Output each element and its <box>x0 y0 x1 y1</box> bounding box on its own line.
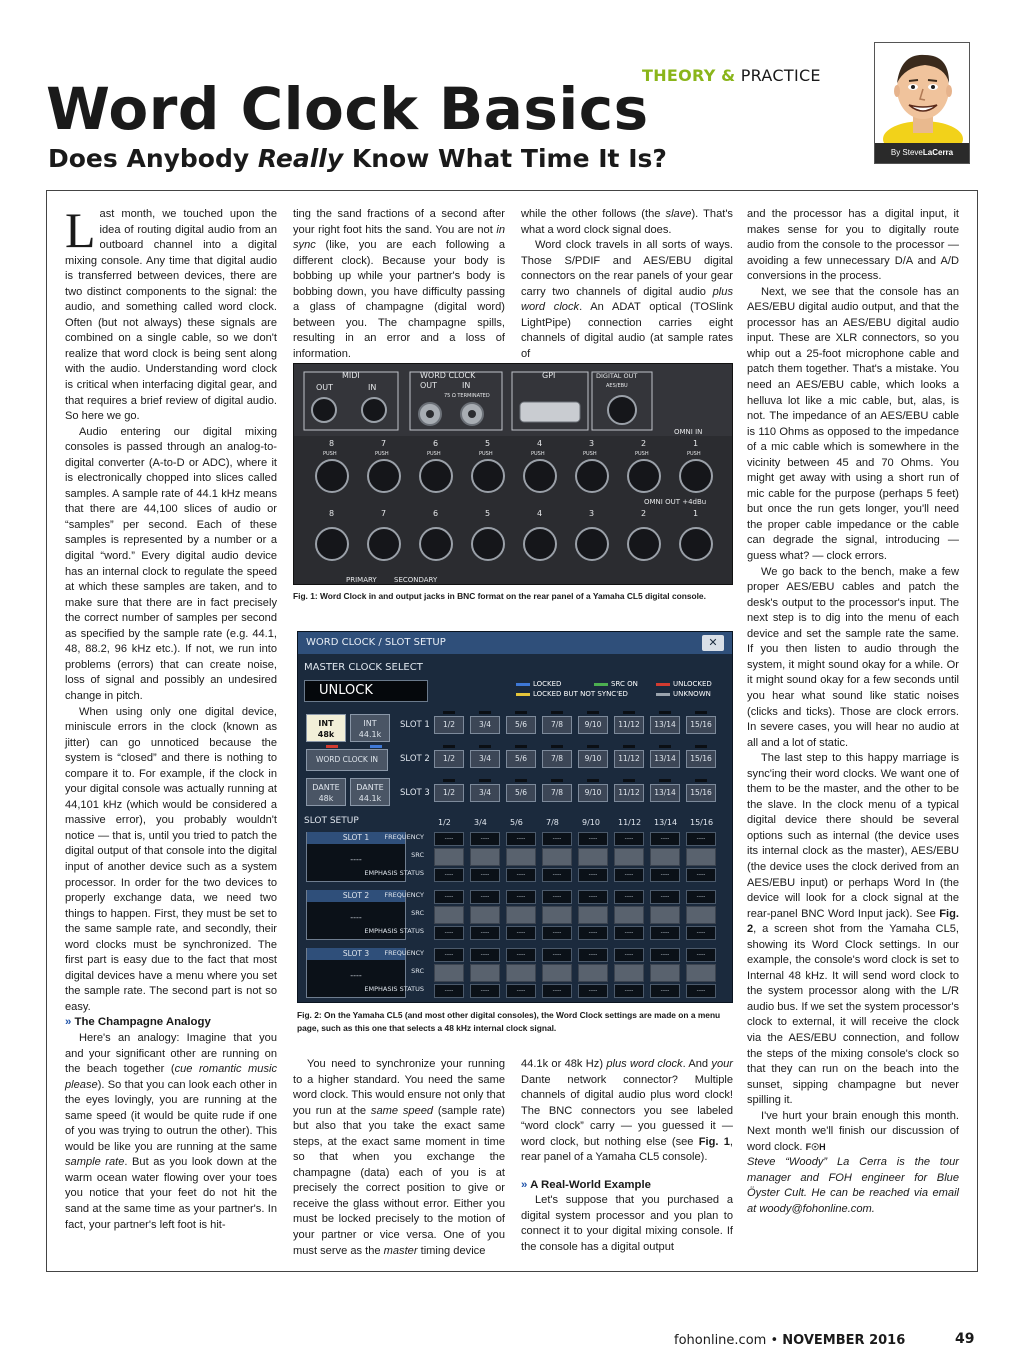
src-cell <box>542 848 572 866</box>
status-indicator <box>659 711 671 714</box>
src-cell <box>650 906 680 924</box>
status-indicator <box>515 745 527 748</box>
src-cell <box>542 906 572 924</box>
emphasis-cell: ---- <box>542 984 572 998</box>
channel-pair-button: 7/8 <box>542 716 572 734</box>
push-label: PUSH <box>583 451 597 457</box>
omni-in-xlr-jack <box>524 460 556 492</box>
paragraph: Here's an analogy: Imagine that you and your significant other are running on the beach together (cue romantic music please). So that you can look each other in the eyes lovingly, you are running at the same speed (it would be quite rude if one of you was trying to outrun the other). This would be like you are running at the same sample rate. But as you look down at the warm ocean water flowing over your toes you notice that your feet do not hit the sand at the same time as your partner's. In fact, your partner's left foot is hit- <box>65 1031 278 1231</box>
frequency-cell: ---- <box>650 832 680 846</box>
omni-out-xlr-jack <box>576 528 608 560</box>
slot-label: SLOT 2 <box>400 754 430 764</box>
omni-out-channel-label: 5 <box>485 509 491 518</box>
slot-setup-name: SLOT 3 <box>307 948 405 960</box>
omni-out-channel-label: 3 <box>589 509 595 518</box>
status-indicator <box>587 779 599 782</box>
channel-pair-button: 7/8 <box>542 784 572 802</box>
channel-pair-button: 3/4 <box>470 784 500 802</box>
omni-out-xlr-jack <box>472 528 504 560</box>
omni-in-xlr-jack <box>680 460 712 492</box>
rear-panel-illustration <box>294 364 733 585</box>
emphasis-cell: ---- <box>614 868 644 882</box>
int-44k-button: INT 44.1k <box>350 714 390 742</box>
section-kicker <box>642 66 821 85</box>
omni-in-channel-label: 5 <box>485 439 491 448</box>
omni-in-xlr-jack <box>368 460 400 492</box>
emphasis-cell: ---- <box>578 984 608 998</box>
int-48k-button: INT 48k <box>306 714 346 742</box>
pair-column-label: 7/8 <box>546 818 559 827</box>
page-footer: fohonline.com • NOVEMBER 2016 <box>674 1333 906 1348</box>
channel-pair-button: 3/4 <box>470 716 500 734</box>
frequency-cell: ---- <box>434 832 464 846</box>
paragraph: Next, we see that the console has an AES/EBU digital audio output, and that the processor has an AES/EBU digital audio input. These are XLR connectors, so you whip out a 25-foot microphone cable and patch them together. That's a mistake. You need an AES/EBU cable, which looks a helluva lot like a mic cable, but, alas, is not. The impedance of an AES/EBU cable is 110 Ohms as opposed to the impedance of a mic cable which is somewhere in the vicinity between 45 and 70 Ohms. You might get away with using a short run of mic cable for the purpose (perhaps 5 feet) but once the run gets longer, you'll need the proper cable impedance or the cable can degrade the signal, introducing — guess what? — clock errors. <box>747 285 959 563</box>
status-indicator <box>479 711 491 714</box>
emphasis-cell: ---- <box>650 868 680 882</box>
midi-in-jack <box>362 398 386 422</box>
omni-out-xlr-jack <box>524 528 556 560</box>
omni-out-channel-label: 1 <box>693 509 699 518</box>
emphasis-cell: ---- <box>470 984 500 998</box>
src-cell <box>578 906 608 924</box>
src-cell <box>578 964 608 982</box>
channel-pair-button: 5/6 <box>506 784 536 802</box>
emphasis-cell: ---- <box>542 926 572 940</box>
emphasis-cell: ---- <box>578 926 608 940</box>
src-cell <box>578 848 608 866</box>
channel-pair-button: 3/4 <box>470 750 500 768</box>
slot-setup-row-label: EMPHASIS STATUS <box>364 927 424 935</box>
frequency-cell: ---- <box>686 832 716 846</box>
push-label: PUSH <box>375 451 389 457</box>
emphasis-cell: ---- <box>614 984 644 998</box>
legend-src-on: SRC ON <box>594 680 638 688</box>
emphasis-cell: ---- <box>686 868 716 882</box>
channel-pair-button: 13/14 <box>650 716 680 734</box>
slot-setup-row-label: SRC <box>411 967 424 975</box>
author-bio: Steve “Woody” La Cerra is the tour manager and FOH engineer for Blue Öyster Cult. He can be reached via email at woody@fohonline.com. <box>747 1156 959 1215</box>
channel-pair-button: 1/2 <box>434 716 464 734</box>
frequency-cell: ---- <box>506 832 536 846</box>
article-title: Word Clock Basics <box>46 75 649 143</box>
emphasis-cell: ---- <box>470 926 500 940</box>
src-cell <box>650 848 680 866</box>
channel-pair-button: 9/10 <box>578 784 608 802</box>
status-indicator <box>587 711 599 714</box>
midi-out-jack <box>312 398 336 422</box>
paragraph: Let's suppose that you purchased a digital system processor and you plan to connect it to your digital mixing console. If the console has a digital output <box>521 1194 733 1254</box>
label-omni-in: OMNI IN <box>674 428 703 436</box>
channel-pair-button: 9/10 <box>578 716 608 734</box>
paragraph: Audio entering our digital mixing consoles is passed through an analog-to-digital converter (A-to-D or ADC), where it is electronically chopped into slices called samples. A sample rate of 44.1 kHz means that there are 44,100 slices of audio or “samples” per second. Each of these samples is represented by a number or a digital “word.” Every digital audio device has an internal clock to regulate the speed at which these samples are taken, and to make sure that there are in fact precisely the correct number of samples per second as specified by the sample rate (e.g. 44.1, 48, 88.2, 96 kHz etc.). If not, we run into problems (errors) that can create noise, loss of signal and possibly an undesired change in pitch. <box>65 425 277 702</box>
gpi-connector <box>520 402 580 422</box>
omni-in-channel-label: 1 <box>693 439 699 448</box>
src-cell <box>686 906 716 924</box>
status-indicator <box>443 745 455 748</box>
src-cell <box>614 848 644 866</box>
slot-setup-value: ---- <box>350 855 362 864</box>
label-gpi: GPI <box>542 371 556 380</box>
channel-pair-button: 15/16 <box>686 716 716 734</box>
paragraph: Last month, we touched upon the idea of routing digital audio from an outboard channel into a digital mixing console. Any time that digital audio is transferred between devices, there are two distinct components to the signal: the audio, and something called word clock. Often (but not always) these signals are combined on a single cable, so we don't realize that word clock is being sent along with the audio. Understanding word clock is critical when interfacing digital gear, and that requires a brief review of digital audio. So here we go. <box>65 202 277 423</box>
footer-issue: NOVEMBER 2016 <box>782 1333 906 1348</box>
push-label: PUSH <box>323 451 337 457</box>
src-cell <box>470 906 500 924</box>
status-indicator <box>695 711 707 714</box>
drop-cap: L <box>65 202 96 258</box>
push-label: PUSH <box>531 451 545 457</box>
src-cell <box>686 848 716 866</box>
label-wc-in: IN <box>462 381 471 390</box>
status-indicator <box>587 745 599 748</box>
status-indicator <box>659 779 671 782</box>
omni-in-channel-label: 6 <box>433 439 439 448</box>
src-cell <box>434 964 464 982</box>
status-indicator <box>551 779 563 782</box>
status-indicator <box>695 779 707 782</box>
legend-locked: LOCKED <box>516 680 561 688</box>
close-icon: ✕ <box>702 635 724 651</box>
status-indicator <box>551 745 563 748</box>
author-byline: By SteveLaCerra <box>875 143 969 163</box>
status-indicator <box>326 745 338 748</box>
src-cell <box>542 964 572 982</box>
channel-pair-button: 15/16 <box>686 784 716 802</box>
frequency-cell: ---- <box>470 832 500 846</box>
frequency-cell: ---- <box>650 948 680 962</box>
paragraph: You need to synchronize your running to a higher standard. You need the same word clock. This would ensure not only that you run at the same speed (sample rate) but also that you take the exact same steps, at the exact same moment in time so that when you exchange the champagne (data) each of you is at precisely the correct position to give or receive the glass without error. Either you must be locked precisely to the motion of your partner or vice versa. One of you must serve as the master timing device <box>293 1058 505 1257</box>
pair-column-label: 11/12 <box>618 818 642 827</box>
label-midi-in: IN <box>368 383 377 392</box>
column-2-lower <box>293 1057 505 1259</box>
channel-pair-button: 15/16 <box>686 750 716 768</box>
figure-2-word-clock-screen <box>297 631 733 1003</box>
status-indicator <box>479 745 491 748</box>
label-secondary: SECONDARY <box>394 576 438 584</box>
paragraph: I've hurt your brain enough this month. Next month we'll finish our discussion of word clock. F☉H <box>747 1109 959 1153</box>
frequency-cell: ---- <box>650 890 680 904</box>
slot-setup-row-label: FREQUENCY <box>384 891 424 899</box>
word-clock-in-button: WORD CLOCK IN <box>306 749 388 771</box>
paragraph: ting the sand fractions of a second after your right foot hits the sand. You are not in sync (like, you are each following a different clock). Because your body is bobbing up while your partner's body is bobbing down, you have difficulty passing a glass of champagne (digital word) between you. The champagne spills, resulting in an error and a loss of information. <box>293 208 505 360</box>
article-frame <box>46 190 978 1272</box>
figure-1-caption: Fig. 1: Word Clock in and output jacks in BNC format on the rear panel of a Yamaha CL5 digital console. <box>293 591 706 601</box>
status-indicator <box>551 711 563 714</box>
digital-out-xlr <box>608 396 636 424</box>
status-indicator <box>623 779 635 782</box>
slot-setup-row-label: FREQUENCY <box>384 949 424 957</box>
end-mark: F☉H <box>805 1141 826 1152</box>
status-indicator <box>443 779 455 782</box>
status-indicator <box>659 745 671 748</box>
frequency-cell: ---- <box>434 890 464 904</box>
omni-out-xlr-jack <box>368 528 400 560</box>
slot-setup-row-label: FREQUENCY <box>384 833 424 841</box>
frequency-cell: ---- <box>542 890 572 904</box>
channel-pair-button: 5/6 <box>506 716 536 734</box>
src-cell <box>614 964 644 982</box>
omni-in-channel-label: 3 <box>589 439 595 448</box>
emphasis-cell: ---- <box>542 868 572 882</box>
frequency-cell: ---- <box>614 890 644 904</box>
pair-column-label: 13/14 <box>654 818 678 827</box>
author-caricature <box>875 43 970 145</box>
frequency-cell: ---- <box>614 832 644 846</box>
footer-site: fohonline.com <box>674 1333 767 1348</box>
status-indicator <box>515 779 527 782</box>
article-subtitle: Does Anybody Really Know What Time It Is? <box>48 144 667 173</box>
omni-in-channel-label: 4 <box>537 439 543 448</box>
src-cell <box>434 848 464 866</box>
slot-setup-row-label: SRC <box>411 851 424 859</box>
frequency-cell: ---- <box>470 948 500 962</box>
paragraph: Word clock travels in all sorts of ways. Those S/PDIF and AES/EBU digital connectors on the rear panels of your gear carry two channels of digital audio plus word clock. An ADAT optical (TOSlink LightPipe) connection carries eight channels of digital audio (at sample rates of <box>521 239 733 360</box>
status-legend <box>514 678 724 704</box>
clock-status-display: UNLOCK <box>304 680 428 702</box>
frequency-cell: ---- <box>506 948 536 962</box>
slot-label: SLOT 1 <box>400 720 430 730</box>
omni-in-xlr-jack <box>576 460 608 492</box>
slot-setup-row-label: SRC <box>411 909 424 917</box>
column-3 <box>521 207 733 362</box>
omni-in-xlr-jack <box>316 460 348 492</box>
src-cell <box>506 848 536 866</box>
paragraph: We go back to the bench, make a few proper AES/EBU cables and patch the desk's output to the processor's input. The next step is to dig into the menu of each device and set the sample rate the same. If you then listen to audio through the system, it might sound okay for a while. Or it might sound okay for a few seconds until you hear what sound like static noises (clicks and ticks). Those are clock errors. In severe cases, you will hear no audio at all and a lot of static. <box>747 565 959 749</box>
omni-out-channel-label: 8 <box>329 509 335 518</box>
label-digital-out: DIGITAL OUT <box>596 372 638 380</box>
pair-column-label: 5/6 <box>510 818 523 827</box>
chevron-right-icon: » <box>65 1016 72 1029</box>
label-midi: MIDI <box>342 371 360 380</box>
label-aes-ebu: AES/EBU <box>606 383 628 389</box>
src-cell <box>434 906 464 924</box>
slot-setup-label: SLOT SETUP <box>304 816 359 826</box>
emphasis-cell: ---- <box>434 926 464 940</box>
dante-48k-button: DANTE 48k <box>306 778 346 806</box>
status-indicator <box>623 711 635 714</box>
src-cell <box>470 848 500 866</box>
channel-pair-button: 11/12 <box>614 784 644 802</box>
status-indicator <box>515 711 527 714</box>
frequency-cell: ---- <box>686 890 716 904</box>
label-terminated: 75 Ω TERMINATED <box>444 393 490 399</box>
emphasis-cell: ---- <box>614 926 644 940</box>
emphasis-cell: ---- <box>686 984 716 998</box>
column-1 <box>65 202 278 1233</box>
status-indicator <box>479 779 491 782</box>
frequency-cell: ---- <box>578 832 608 846</box>
slot-setup-name: SLOT 2 <box>307 890 405 902</box>
pair-column-label: 15/16 <box>690 818 714 827</box>
window-title: WORD CLOCK / SLOT SETUP <box>298 632 732 654</box>
src-cell <box>506 964 536 982</box>
channel-pair-button: 1/2 <box>434 750 464 768</box>
slot-setup-row-label: EMPHASIS STATUS <box>364 869 424 877</box>
omni-out-xlr-jack <box>680 528 712 560</box>
paragraph: When using only one digital device, miniscule errors in the clock (known as jitter) can go unnoticed because the system is “closed” and there is nothing to compare it to. For example, if the clock in your digital console was actually running at 44,101 kHz (which would be considered a massive error), you probably wouldn't notice — that is, until you tried to patch the digital output of that console into the digital input of another device such as a system processor. In order for the two devices to properly exchange data, we need two things to happen. First, they must be set to the same sample rate, and secondly, their word clocks must be synchronized. The first part is easy due to the fact that most digital devices have a menu where you set the sample rate. The second part is not so easy. <box>65 705 277 1013</box>
emphasis-cell: ---- <box>686 926 716 940</box>
push-label: PUSH <box>427 451 441 457</box>
kicker-theory: THEORY <box>642 66 716 85</box>
page-number: 49 <box>955 1331 975 1347</box>
status-indicator <box>695 745 707 748</box>
figure-1-rear-panel <box>293 363 733 585</box>
omni-out-xlr-jack <box>420 528 452 560</box>
label-omni-out: OMNI OUT +4dBu <box>644 498 707 506</box>
src-cell <box>650 964 680 982</box>
omni-in-channel-label: 2 <box>641 439 647 448</box>
section-subhead: » A Real-World Example <box>521 1178 651 1191</box>
emphasis-cell: ---- <box>650 984 680 998</box>
frequency-cell: ---- <box>542 948 572 962</box>
channel-pair-button: 13/14 <box>650 784 680 802</box>
omni-in-xlr-jack <box>420 460 452 492</box>
chevron-right-icon: » <box>521 1178 528 1191</box>
slot-setup-name: SLOT 1 <box>307 832 405 844</box>
channel-pair-button: 11/12 <box>614 750 644 768</box>
src-cell <box>686 964 716 982</box>
emphasis-cell: ---- <box>434 868 464 882</box>
label-wc-out: OUT <box>420 381 438 390</box>
emphasis-cell: ---- <box>470 868 500 882</box>
frequency-cell: ---- <box>686 948 716 962</box>
pair-column-label: 3/4 <box>474 818 487 827</box>
emphasis-cell: ---- <box>578 868 608 882</box>
paragraph: and the processor has a digital input, it makes sense for you to digitally route audio from the console to the processor — avoiding a few unnecessary D/A and A/D conversions in the process. <box>747 208 959 283</box>
src-cell <box>470 964 500 982</box>
frequency-cell: ---- <box>614 948 644 962</box>
push-label: PUSH <box>479 451 493 457</box>
src-cell <box>506 906 536 924</box>
emphasis-cell: ---- <box>506 984 536 998</box>
slot-setup-value: ---- <box>350 913 362 922</box>
omni-out-xlr-jack <box>316 528 348 560</box>
omni-out-channel-label: 4 <box>537 509 543 518</box>
paragraph: The last step to this happy marriage is sync'ing their word clocks. We want one of them to be the master, and the other to be the slave. In the clock menu of a typical digital device there should be several options such as internal (the device uses its internal clock as the master), AES/EBU (the device uses the clock derived from an AES/EBU input) or perhaps Word In (the device will look for a clock signal at the rear-panel BNC Word Input jack). See Fig. 2, a screen shot from the Yamaha CL5, showing its Word Clock settings. In our example, the console's word clock is set to Internal 48 kHz. It will send word clock to the system processor along with the L/R audio bus. If we set the system processor's clock to external, it will receive the clock via the AES/EBU connection, and follow the steps of the mixing console's clock so that they can run on the beach into the sunset, sipping champagne but never spilling it. <box>747 752 959 1107</box>
pair-column-label: 1/2 <box>438 818 451 827</box>
emphasis-cell: ---- <box>506 926 536 940</box>
slot-setup-row-label: EMPHASIS STATUS <box>364 985 424 993</box>
channel-pair-button: 1/2 <box>434 784 464 802</box>
emphasis-cell: ---- <box>650 926 680 940</box>
frequency-cell: ---- <box>542 832 572 846</box>
omni-out-channel-label: 2 <box>641 509 647 518</box>
label-midi-out: OUT <box>316 383 334 392</box>
src-cell <box>614 906 644 924</box>
push-label: PUSH <box>635 451 649 457</box>
emphasis-cell: ---- <box>506 868 536 882</box>
label-word-clock: WORD CLOCK <box>420 371 476 380</box>
frequency-cell: ---- <box>506 890 536 904</box>
column-4 <box>747 207 959 1218</box>
frequency-cell: ---- <box>434 948 464 962</box>
channel-pair-button: 9/10 <box>578 750 608 768</box>
channel-pair-button: 13/14 <box>650 750 680 768</box>
omni-in-xlr-jack <box>472 460 504 492</box>
slot-label: SLOT 3 <box>400 788 430 798</box>
paragraph: 44.1k or 48k Hz) plus word clock. And your Dante network connector? Multiple channels of digital audio plus word clock! The BNC connectors you see labeled “word clock” carry — you guessed it — word clock, but nothing else (see Fig. 1, rear panel of a Yamaha CL5 console). <box>521 1058 733 1164</box>
legend-unknown: UNKNOWN <box>656 690 711 698</box>
frequency-cell: ---- <box>470 890 500 904</box>
frequency-cell: ---- <box>578 948 608 962</box>
frequency-cell: ---- <box>578 890 608 904</box>
channel-pair-button: 5/6 <box>506 750 536 768</box>
dante-44k-button: DANTE 44.1k <box>350 778 390 806</box>
pair-column-label: 9/10 <box>582 818 600 827</box>
status-indicator <box>370 745 382 748</box>
omni-out-channel-label: 7 <box>381 509 387 518</box>
channel-pair-button: 7/8 <box>542 750 572 768</box>
legend-unlocked: UNLOCKED <box>656 680 712 688</box>
omni-out-channel-label: 6 <box>433 509 439 518</box>
omni-out-xlr-jack <box>628 528 660 560</box>
kicker-practice: PRACTICE <box>740 66 821 85</box>
column-2 <box>293 207 505 362</box>
column-3-lower <box>521 1057 733 1256</box>
push-label: PUSH <box>687 451 701 457</box>
master-clock-select-label: MASTER CLOCK SELECT <box>304 662 423 673</box>
author-avatar <box>874 42 970 164</box>
figure-2-caption: Fig. 2: On the Yamaha CL5 (and most other digital consoles), the Word Clock settings are made on a menu page, such as this one that selects a 48 kHz internal clock signal. <box>297 1010 721 1033</box>
channel-pair-button: 11/12 <box>614 716 644 734</box>
label-primary: PRIMARY <box>346 576 377 584</box>
omni-in-xlr-jack <box>628 460 660 492</box>
paragraph: while the other follows (the slave). That's what a word clock signal does. <box>521 208 733 236</box>
slot-setup-value: ---- <box>350 971 362 980</box>
omni-in-channel-label: 8 <box>329 439 335 448</box>
section-subhead: » The Champagne Analogy <box>65 1016 211 1029</box>
omni-in-channel-label: 7 <box>381 439 387 448</box>
emphasis-cell: ---- <box>434 984 464 998</box>
kicker-amp: & <box>721 66 736 85</box>
legend-locked-not-synced: LOCKED BUT NOT SYNC'ED <box>516 690 628 698</box>
status-indicator <box>623 745 635 748</box>
status-indicator <box>443 711 455 714</box>
